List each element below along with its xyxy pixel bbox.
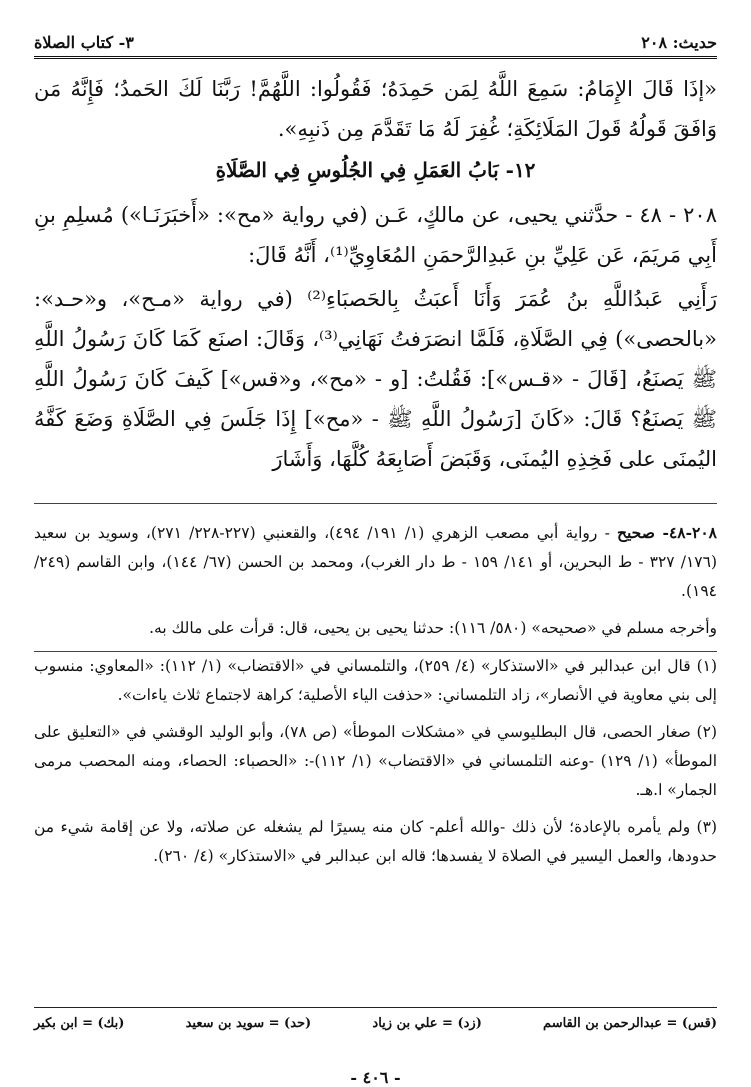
hadith-paragraph-2: رَأَنِي عَبدُاللَّهِ بنُ عُمَرَ وَأَنَا أَعبَثُ بِالحَصبَاءِ⁽²⁾ (في رواية «مـح»، و«حـد»: «بالحصى») فِي الصَّلَاةِ، فَلَمَّا انصَرَفتُ نَهَانِي⁽³⁾، وَقَالَ: اصنَع كَمَا كَانَ رَسُولُ اللَّهِ ﷺ يَصنَعُ، [قَالَ - «قـس»]: فَقُلتُ: [و - «مح»، و«قس»] كَيفَ كَانَ رَسُولُ اللَّهِ ﷺ يَصنَعُ؟ قَالَ: «كَانَ [رَسُولُ اللَّهِ ﷺ - «مح»] إِذَا جَلَسَ فِي الصَّلَاةِ وَضَعَ كَفَّهُ اليُمنَى على فَخِذِهِ اليُمنَى، وَقَبَضَ أَصَابِعَهُ كُلَّهَا، وَأَشَارَ [34,287,717,471]
notes-section [34,518,717,871]
muslim-reference: وأخرجه مسلم في «صحيحه» (٥٨٠/ ١١٦): حدثنا يحيى بن يحيى، قال: قرأت على مالك به. [149,619,717,637]
page-header [34,22,717,59]
abbreviation-bk: (بك) = ابن بكير [34,1016,125,1031]
footnote-2: (٢) صغار الحصى، قال البطليوسي في «مشكلات الموطأ» (ص ٧٨)، وأبو الوليد الوقشي في «التعليق على الموطأ» (١/ ١٢٩) -وعنه التلمساني في «الاقتضاب» (١/ ١١٢)-: «الحصباء: الحصاء، ومنه المحصب مرمى الجمار» ا.هـ. [34,723,718,799]
abbreviation-hd: (حد) = سويد بن سعيد [185,1016,312,1031]
hadith-number-header: حديث: ٢٠٨ [641,33,717,52]
main-text [34,69,717,479]
chapter-title: ١٢- بَابُ العَمَلِ فِي الجُلُوسِ فِي الصَّلَاةِ [215,158,536,182]
abbreviation-zd: (زد) = علي بن زياد [372,1016,482,1031]
takhrij-label: ٢٠٨-٤٨- صحيح [617,523,718,542]
intro-paragraph: «إذَا قَالَ الإِمَامُ: سَمِعَ اللَّهُ لِمَن حَمِدَهُ؛ فَقُولُوا: اللَّهُمَّ! رَبَّنَا لَكَ الحَمدُ؛ فَإِنَّهُ مَن وَافَقَ قَولُهُ قَولَ المَلَائِكَةِ؛ غُفِرَ لَهُ مَا تَقَدَّمَ مِن ذَنبِهِ». [34,77,717,141]
book-section-header: ٣- كتاب الصلاة [34,33,134,52]
abbreviations-bar [34,1007,717,1031]
book-page [34,22,718,1087]
abbreviation-qs: (قس) = عبدالرحمن بن القاسم [543,1016,717,1031]
takhrij-text: - رواية أبي مصعب الزهري (١/ ١٩١/ ٤٩٤)، والقعنبي (٢٢٧-٢٢٨/ ٢٧١)، وسويد بن سعيد (١٧٦/ ٣٢٧ - ط البحرين، أو ١٤١/ ١٥٩ - ط دار الغرب)، ومحمد بن الحسن (٦٧/ ١٤٤)، وابن القاسم (٢٤٩/ ١٩٤). [34,524,718,600]
hadith-paragraph-1: ٢٠٨ - ٤٨ - حدَّثني يحيى، عن مالكٍ، عَـن (في رواية «مح»: «أَخبَرَنَـا») مُسلِمِ بنِ أَبِي مَريَمَ، عَن عَلِيِّ بنِ عَبدِالرَّحمَنِ المُعَاوِيِّ⁽¹⁾، أَنَّهُ قَالَ: [34,203,717,267]
takhrij-paragraph [34,518,717,606]
footnote-1: (١) قال ابن عبدالبر في «الاستذكار» (٤/ ٢٥٩)، والتلمساني في «الاقتضاب» (١/ ١١٢): «المعاوي: منسوب إلى بني معاوية في الأنصار»، زاد التلمساني: «حذفت الياء الأصلية؛ كراهة لاجتماع ثلاث ياءات». [34,657,718,704]
page-number: - ٤٠٦ - [350,1068,401,1087]
main-footnote-separator [34,503,717,504]
footnote-3: (٣) ولم يأمره بالإعادة؛ لأن ذلك -والله أعلم- كان منه يسيرًا لم يشغله عن صلاته، ولا عن إقامة شيء من حدودها، والعمل اليسير في الصلاة لا يفسدها؛ قاله ابن عبدالبر في «الاستذكار» (٤/ ٢٦٠). [34,818,717,865]
